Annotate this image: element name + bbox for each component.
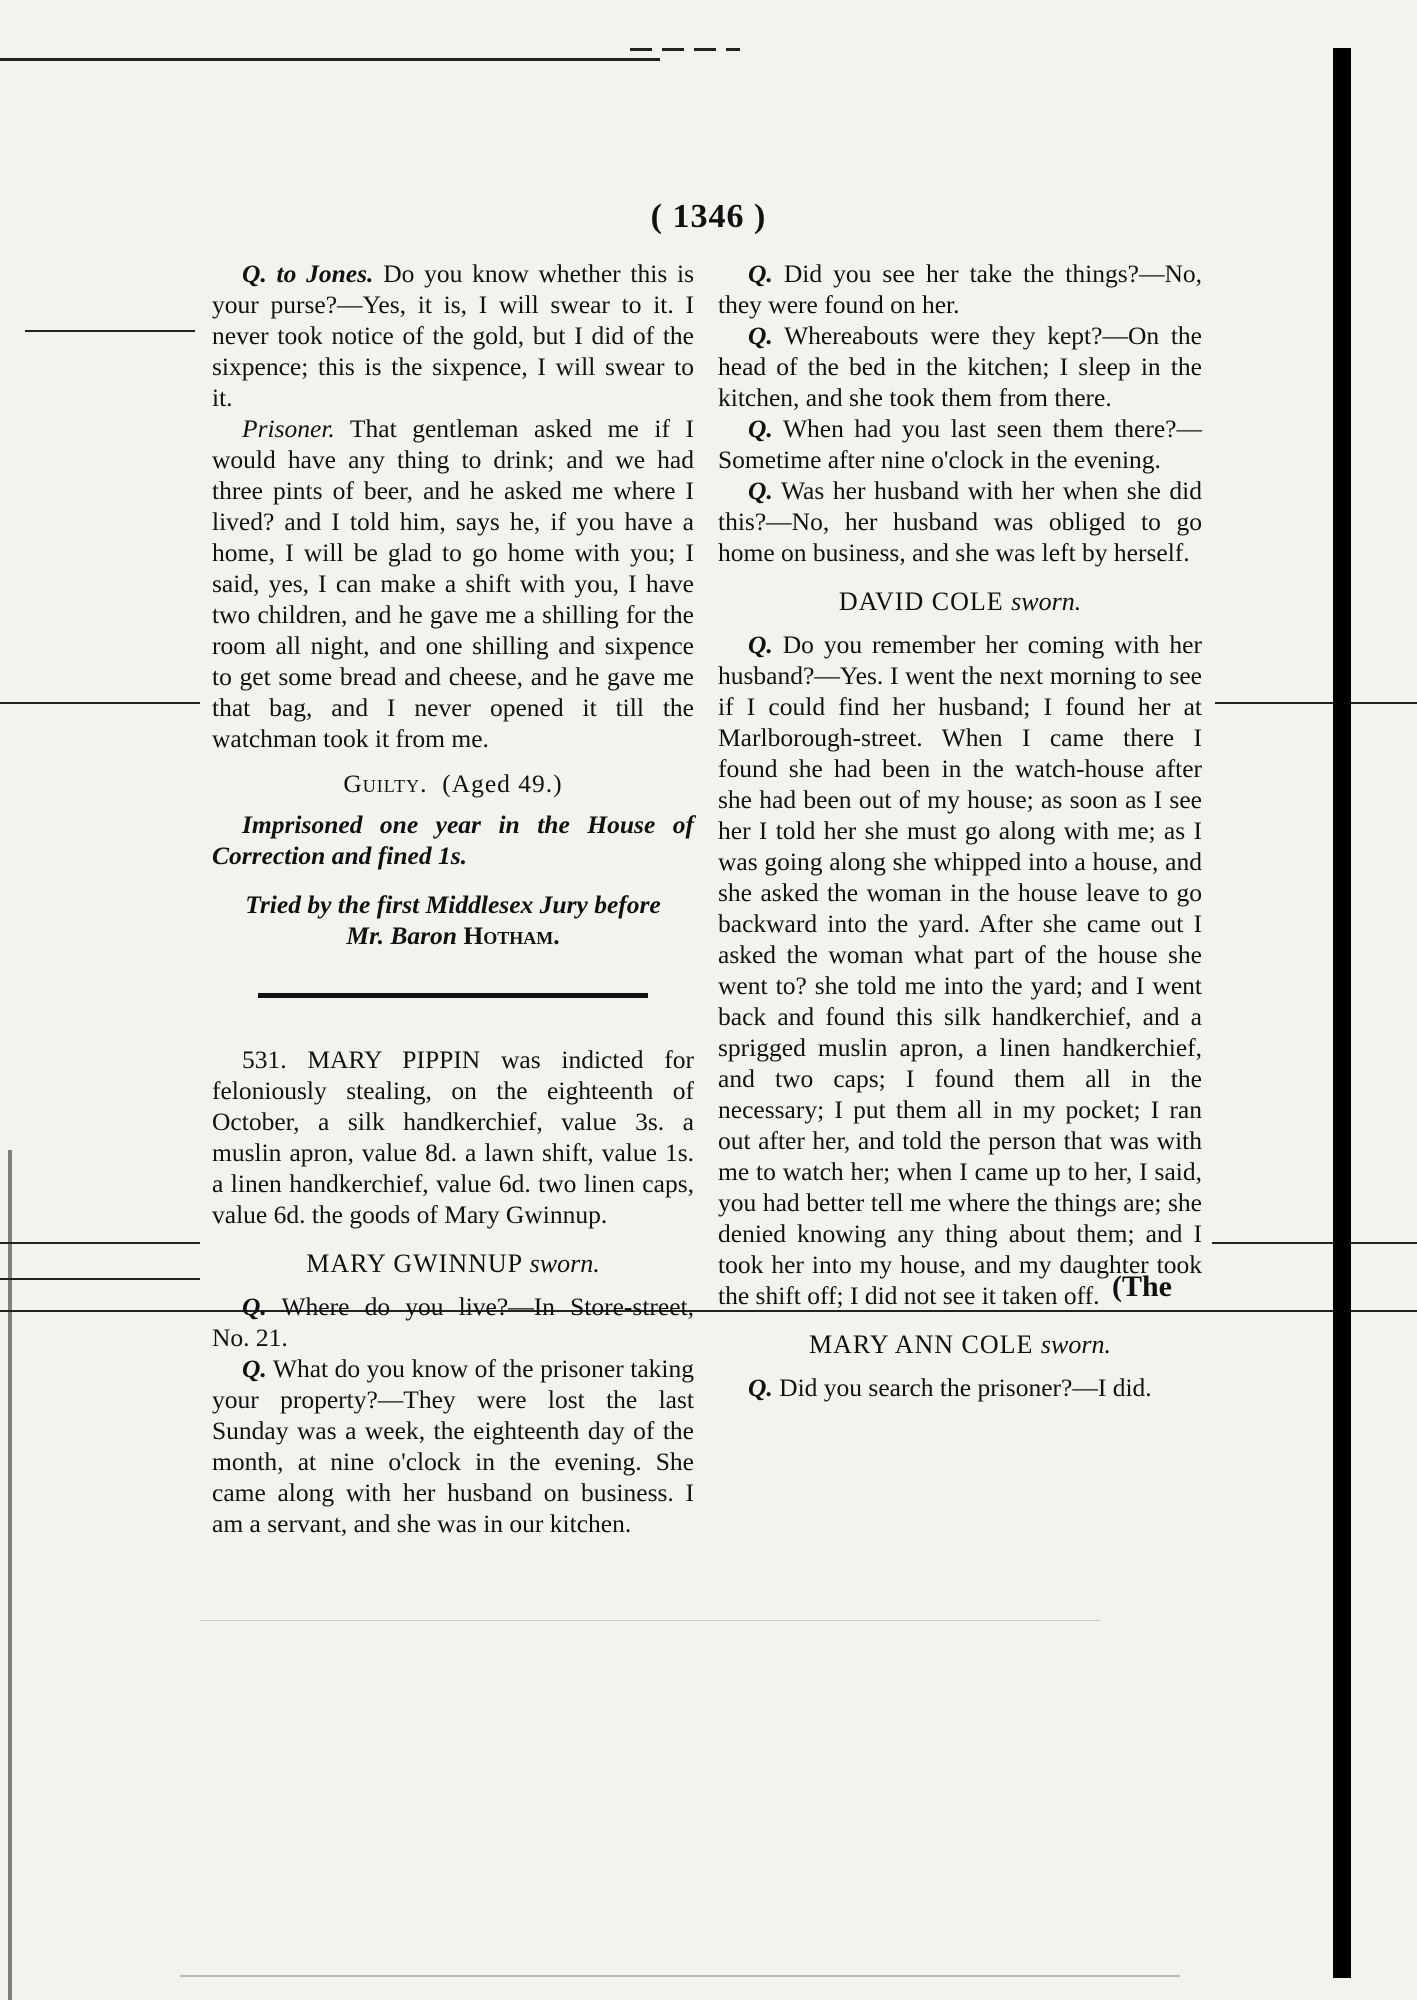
paragraph-text: Did you see her take the things?—No, they were found on her. [718,259,1202,319]
witness-name: MARY ANN COLE [809,1330,1034,1359]
sentence: Imprisoned one year in the House of Correction and fined 1s. [212,810,694,870]
witness-name: DAVID COLE [838,587,1004,616]
lower-right-margin-line [1212,1242,1417,1244]
verdict [212,768,694,799]
paragraph-text: Whereabouts were they kept?—On the head of the bed in the kitchen; I sleep in the kitchen, and she took them from there. [718,321,1202,412]
paragraph-text: Where do you live?—In Store-street, No. 21. [212,1292,694,1352]
right-border-bar [1333,48,1351,1978]
sworn-label: sworn. [1011,587,1082,616]
catchword: (The [1112,1270,1172,1303]
witness-heading [718,586,1202,617]
question-marker: Q. [748,630,773,659]
left-margin-line [25,330,195,332]
question-marker: Q. [748,259,773,288]
paragraph-text: What do you know of the prisoner taking your property?—They were lost the last Sunday was a week, the eighteenth day of the month, at nine o'clock in the evening. She came along with her husband on business. I am a servant, and she was in our kitchen. [212,1354,694,1538]
judge-name: Hotham. [463,921,560,950]
paragraph-text: Do you remember her coming with her husband?—Yes. I went the next morning to see if I could find her husband; I found her at Marlborough-street. When I came there I found she had been in the watch-house after she had been out of my house; as soon as I see her I told her she must go along with me; as I was going along she whipped into a house, and she asked the woman in the house leave to go backward into the yard. After she came out I asked the woman what part of the house she went to? she told me into the yard; and I went back and found this silk handkerchief, and a sprigged muslin apron, a linen handkerchief, and two caps; I found them all in the necessary; I put them all in my pocket; I ran out after her, and told the person that was with me to watch her; when I came up to her, I said, you had better tell me where the things are; she denied knowing any thing about them; and I took her into my house, and my daughter took the shift off; I did not see it taken off. [718,630,1202,1310]
paragraph [212,258,694,413]
question-marker: Q. [748,476,773,505]
paragraph [212,413,694,754]
lower-left-margin-line-2 [0,1242,200,1244]
witness-heading [718,1329,1202,1360]
lower-left-margin-line [0,1278,200,1280]
judge-title: Mr. Baron [346,921,457,950]
section-divider [258,993,648,998]
paragraph [212,1353,694,1539]
paragraph [718,1372,1202,1403]
right-column [718,258,1202,1403]
paragraph [718,475,1202,568]
left-edge-mark [8,1150,12,2000]
paragraph [718,320,1202,413]
question-marker: Q. [748,1373,773,1402]
paragraph [718,629,1202,1311]
top-scan-line [0,58,660,61]
paragraph-text: Was her husband with her when she did this?—No, her husband was obliged to go home on business, and she was left by herself. [718,476,1202,567]
paragraph-text: Did you search the prisoner?—I did. [772,1373,1152,1402]
paragraph-text: Do you know whether this is your purse?—Yes, it is, I will swear to it. I never took notice of the gold, but I did of the sixpence; this is the sixpence, I will swear to it. [212,259,694,412]
witness-heading [212,1248,694,1279]
question-marker: Q. [748,321,773,350]
witness-name: MARY GWINNUP [306,1249,523,1278]
sworn-label: sworn. [1040,1330,1111,1359]
tried-before-line1: Tried by the first Middlesex Jury before [245,890,661,919]
paragraph [212,1291,694,1353]
sworn-label: sworn. [529,1249,600,1278]
bottom-speckle [180,1975,1180,1977]
verdict-age: (Aged 49.) [442,769,563,798]
mid-left-margin-line [0,702,200,704]
paragraph [718,258,1202,320]
question-marker: Q. [748,414,773,443]
speaker-label: Prisoner. [242,414,335,443]
indictment: 531. MARY PIPPIN was indicted for feloniously stealing, on the eighteenth of October, a silk handkerchief, value 3s. a muslin apron, value 8d. a lawn shift, value 1s. a linen handkerchief, value 6d. two linen caps, value 6d. the goods of Mary Gwinnup. [212,1045,694,1229]
verdict-word: Guilty. [343,769,428,798]
mid-right-margin-line [1215,702,1417,704]
speaker-label: Q. to Jones. [242,259,374,288]
paragraph [718,413,1202,475]
page-number: ( 1346 ) [650,198,767,235]
paragraph-text: That gentleman asked me if I would have any thing to drink; and we had three pints of beer, and he asked me where I lived? and I told him, says he, if you have a home, I will be glad to go home with you; I said, yes, I can make a shift with you, I have two children, and he gave me a shilling for the room all night, and one shilling and sixpence to get some bread and cheese, and he gave me that bag, and I never opened it till the watchman took it from me. [212,414,694,753]
paragraph-text: When had you last seen them there?—Sometime after nine o'clock in the evening. [718,414,1202,474]
question-marker: Q. [242,1292,267,1321]
tried-before-line2 [212,920,694,951]
lower-speckle [200,1620,1100,1621]
left-column [212,258,694,1539]
question-marker: Q. [242,1354,267,1383]
top-scan-line-dashes [630,48,740,51]
